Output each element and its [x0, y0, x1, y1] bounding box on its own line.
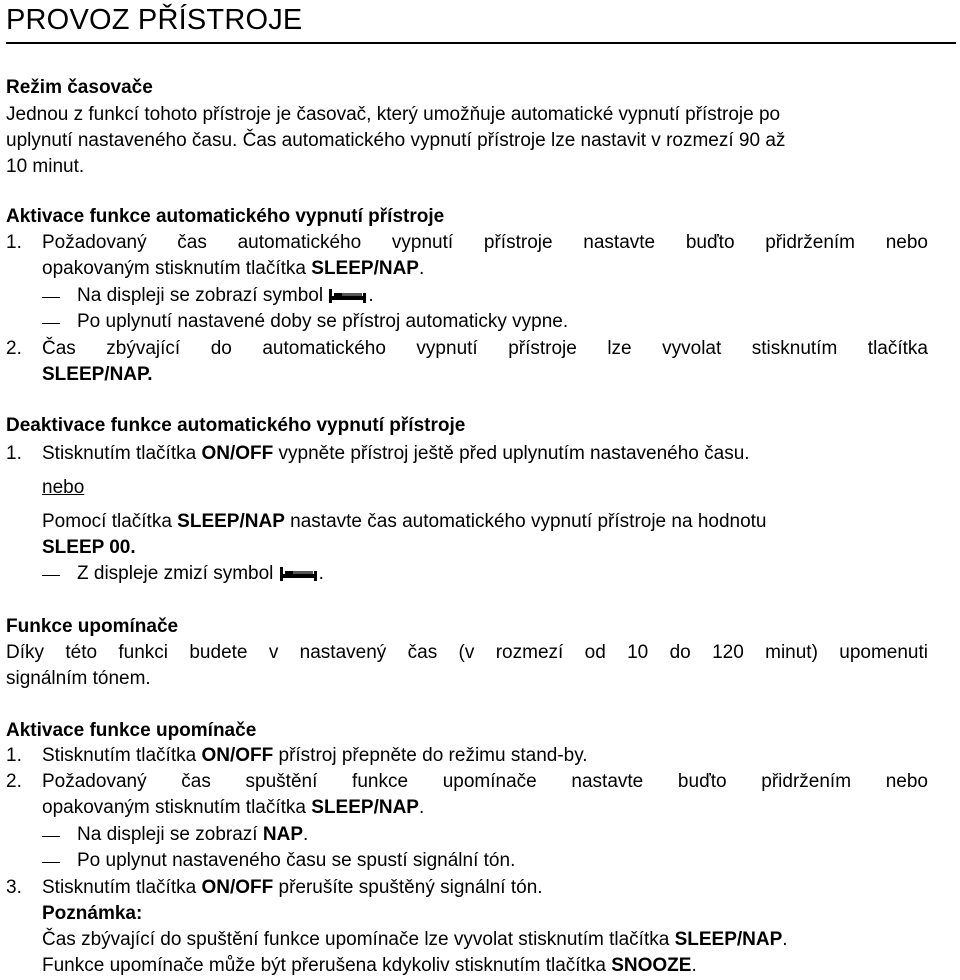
- deactivate-bullet-1: Z displeje zmizí symbol .: [77, 563, 324, 584]
- sleep-nap-label: SLEEP/NAP: [311, 258, 419, 279]
- reminder-heading: Funkce upomínače: [6, 616, 179, 637]
- reminder-activate-heading: Aktivace funkce upomínače: [6, 720, 257, 741]
- nap-label: NAP: [262, 824, 303, 845]
- reminder-bullet-2: Po uplynut nastaveného času se spustí signální tón.: [77, 850, 516, 871]
- note-line-2: Funkce upomínače může být přerušena kdykoliv stisknutím tlačítka SNOOZE.: [42, 955, 697, 976]
- timer-heading: Režim časovače: [6, 77, 153, 98]
- reminder-step3-number: 3.: [6, 877, 22, 898]
- bullet-dash: [42, 297, 60, 298]
- bed-icon: [328, 286, 368, 304]
- activate-step1-line-2: opakovaným stisknutím tlačítka SLEEP/NAP.: [42, 258, 425, 279]
- deactivate-alt-line-1: Pomocí tlačítka SLEEP/NAP nastavte čas automatického vypnutí přístroje na hodnotu: [42, 511, 767, 532]
- reminder-step1-number: 1.: [6, 745, 22, 766]
- activate-step2-number: 2.: [6, 338, 22, 359]
- bed-icon: [279, 564, 319, 582]
- activate-bullet-1: Na displeji se zobrazí symbol .: [77, 285, 374, 306]
- activate-bullet-2: Po uplynutí nastavené doby se přístroj automaticky vypne.: [77, 311, 569, 332]
- reminder-step3: Stisknutím tlačítka ON/OFF přerušíte spuštěný signální tón.: [42, 877, 543, 898]
- activate-step2-line-1: Čas zbývající do automatického vypnutí přístroje lze vyvolat stisknutím tlačítka: [42, 338, 928, 359]
- sleep-nap-label: SLEEP/NAP: [674, 929, 783, 950]
- bullet-dash: [42, 323, 60, 324]
- timer-intro-line-2: uplynutí nastaveného času. Čas automatického vypnutí přístroje lze nastavit v rozmezí 90 až: [6, 130, 786, 151]
- activate-step1-line-1: Požadovaný čas automatického vypnutí přístroje nastavte buďto přidržením nebo: [42, 232, 928, 253]
- sleep-nap-label: SLEEP/NAP: [177, 511, 285, 532]
- reminder-step2-line-1: Požadovaný čas spuštění funkce upomínače nastavte buďto přidržením nebo: [42, 771, 928, 792]
- activate-step1-number: 1.: [6, 232, 22, 253]
- title-rule: [6, 42, 956, 44]
- reminder-step2-line-2: opakovaným stisknutím tlačítka SLEEP/NAP.: [42, 797, 425, 818]
- timer-intro-line-3: 10 minut.: [6, 156, 85, 177]
- reminder-step1: Stisknutím tlačítka ON/OFF přístroj přepněte do režimu stand-by.: [42, 745, 588, 766]
- on-off-label: ON/OFF: [201, 745, 274, 766]
- sleep-nap-label: SLEEP/NAP: [311, 797, 419, 818]
- reminder-line-2: signálním tónem.: [6, 668, 151, 689]
- note-line-1: Čas zbývající do spuštění funkce upomínače lze vyvolat stisknutím tlačítka SLEEP/NAP.: [42, 929, 788, 950]
- page-title: PROVOZ PŘÍSTROJE: [6, 4, 303, 36]
- on-off-label: ON/OFF: [201, 877, 274, 898]
- snooze-label: SNOOZE: [611, 955, 692, 976]
- deactivate-step1-number: 1.: [6, 443, 22, 464]
- bullet-dash: [42, 575, 60, 576]
- note-heading: Poznámka:: [42, 903, 143, 924]
- reminder-step2-number: 2.: [6, 771, 22, 792]
- deactivate-heading: Deaktivace funkce automatického vypnutí přístroje: [6, 415, 466, 436]
- deactivate-or: nebo: [42, 477, 85, 498]
- deactivate-alt-line-2: SLEEP 00.: [42, 537, 136, 558]
- activate-heading: Aktivace funkce automatického vypnutí přístroje: [6, 206, 445, 227]
- on-off-label: ON/OFF: [201, 443, 274, 464]
- reminder-line-1: Díky této funkci budete v nastavený čas (v rozmezí od 10 do 120 minut) upomenuti: [6, 642, 928, 663]
- bullet-dash: [42, 862, 60, 863]
- timer-intro-line-1: Jednou z funkcí tohoto přístroje je časovač, který umožňuje automatické vypnutí přístroje po: [6, 104, 781, 125]
- deactivate-step1: Stisknutím tlačítka ON/OFF vypněte přístroj ještě před uplynutím nastaveného času.: [42, 443, 750, 464]
- reminder-bullet-1: Na displeji se zobrazí NAP.: [77, 824, 309, 845]
- bullet-dash: [42, 836, 60, 837]
- activate-step2-line-2: SLEEP/NAP.: [42, 364, 153, 385]
